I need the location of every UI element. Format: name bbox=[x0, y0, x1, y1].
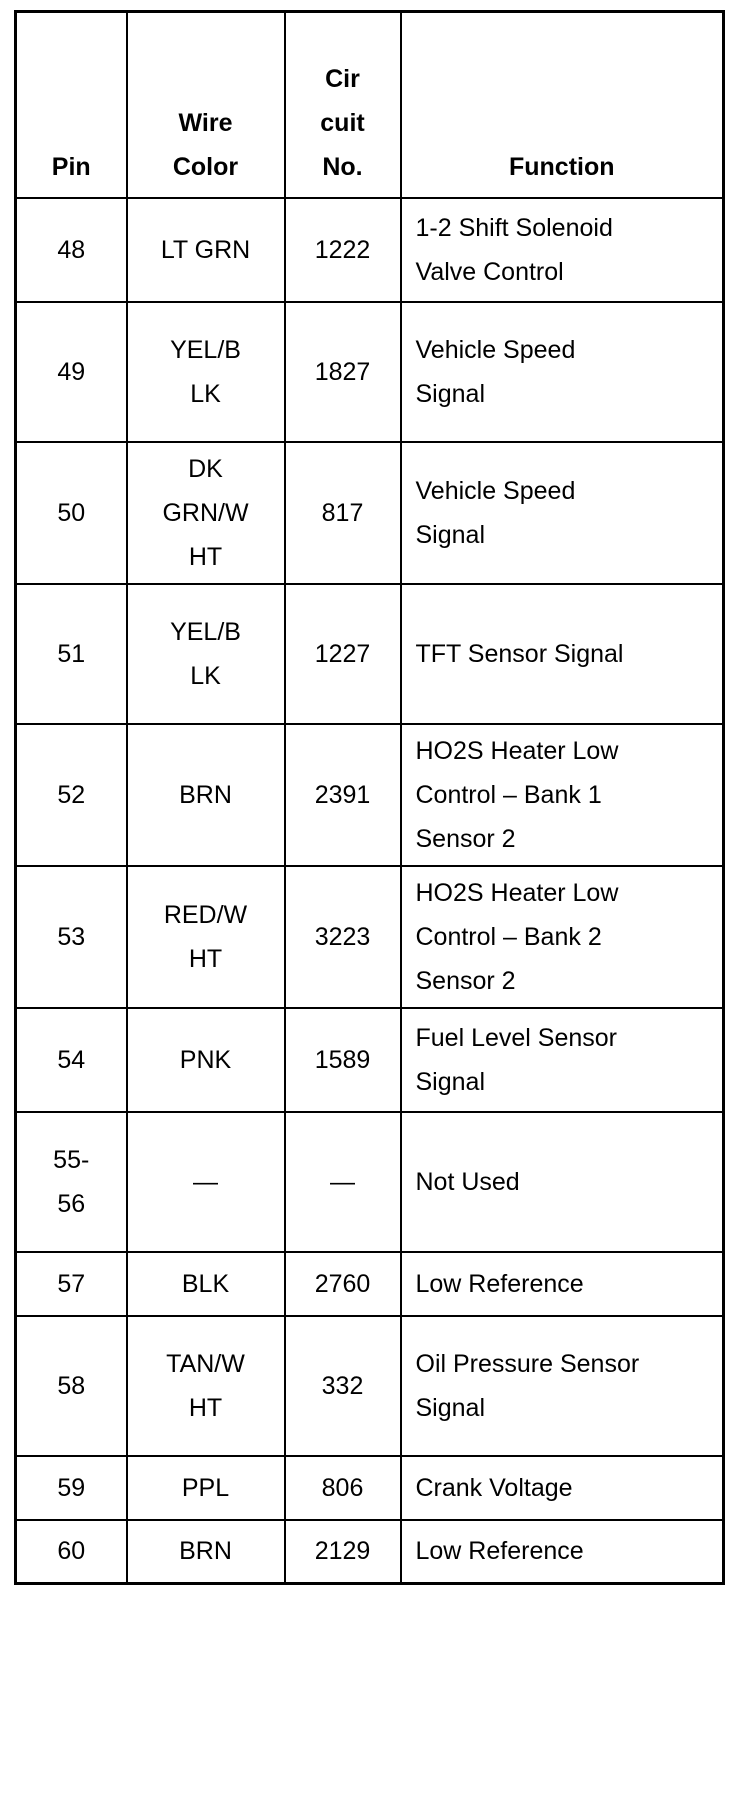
table-row bbox=[16, 1520, 724, 1584]
circuit-number-cell: 2129 bbox=[285, 1520, 401, 1584]
function-cell: Not Used bbox=[401, 1112, 724, 1252]
function-cell: Low Reference bbox=[401, 1252, 724, 1316]
pin-cell: 53 bbox=[16, 866, 127, 1008]
wire-color-cell: YEL/B LK bbox=[127, 584, 285, 724]
table-body bbox=[16, 198, 724, 1584]
connector-pinout-table-wrapper bbox=[14, 10, 725, 1585]
pin-cell: 51 bbox=[16, 584, 127, 724]
function-cell: Vehicle Speed Signal bbox=[401, 302, 724, 442]
header-pin: Pin bbox=[16, 12, 127, 198]
pin-cell: 50 bbox=[16, 442, 127, 584]
circuit-number-cell: 1589 bbox=[285, 1008, 401, 1112]
connector-pinout-table bbox=[14, 10, 725, 1585]
wire-color-cell: BRN bbox=[127, 1520, 285, 1584]
pin-cell: 57 bbox=[16, 1252, 127, 1316]
circuit-number-cell: 2760 bbox=[285, 1252, 401, 1316]
wire-color-cell: TAN/W HT bbox=[127, 1316, 285, 1456]
function-cell: HO2S Heater Low Control – Bank 2 Sensor 2 bbox=[401, 866, 724, 1008]
circuit-number-cell: 1222 bbox=[285, 198, 401, 302]
header-circuit-number: Cir cuit No. bbox=[285, 12, 401, 198]
wire-color-cell: LT GRN bbox=[127, 198, 285, 302]
header-wire-color: Wire Color bbox=[127, 12, 285, 198]
table-row bbox=[16, 1112, 724, 1252]
function-cell: Oil Pressure Sensor Signal bbox=[401, 1316, 724, 1456]
circuit-number-cell: 2391 bbox=[285, 724, 401, 866]
wire-color-cell: BLK bbox=[127, 1252, 285, 1316]
circuit-number-cell: 332 bbox=[285, 1316, 401, 1456]
wire-color-cell: DK GRN/W HT bbox=[127, 442, 285, 584]
table-row bbox=[16, 866, 724, 1008]
table-row bbox=[16, 1008, 724, 1112]
pin-cell: 59 bbox=[16, 1456, 127, 1520]
function-cell: Vehicle Speed Signal bbox=[401, 442, 724, 584]
circuit-number-cell: 1227 bbox=[285, 584, 401, 724]
function-cell: Crank Voltage bbox=[401, 1456, 724, 1520]
pin-cell: 48 bbox=[16, 198, 127, 302]
pin-cell: 52 bbox=[16, 724, 127, 866]
circuit-number-cell: 817 bbox=[285, 442, 401, 584]
circuit-number-cell: 3223 bbox=[285, 866, 401, 1008]
pin-cell: 55- 56 bbox=[16, 1112, 127, 1252]
header-row bbox=[16, 12, 724, 198]
wire-color-cell: PPL bbox=[127, 1456, 285, 1520]
function-cell: 1-2 Shift Solenoid Valve Control bbox=[401, 198, 724, 302]
function-cell: Fuel Level Sensor Signal bbox=[401, 1008, 724, 1112]
wire-color-cell: RED/W HT bbox=[127, 866, 285, 1008]
table-row bbox=[16, 198, 724, 302]
pin-cell: 49 bbox=[16, 302, 127, 442]
circuit-number-cell: 1827 bbox=[285, 302, 401, 442]
pin-cell: 58 bbox=[16, 1316, 127, 1456]
function-cell: Low Reference bbox=[401, 1520, 724, 1584]
pin-cell: 60 bbox=[16, 1520, 127, 1584]
table-header bbox=[16, 12, 724, 198]
function-cell: TFT Sensor Signal bbox=[401, 584, 724, 724]
table-row bbox=[16, 584, 724, 724]
circuit-number-cell: — bbox=[285, 1112, 401, 1252]
wire-color-cell: YEL/B LK bbox=[127, 302, 285, 442]
table-row bbox=[16, 1252, 724, 1316]
function-cell: HO2S Heater Low Control – Bank 1 Sensor 2 bbox=[401, 724, 724, 866]
table-row bbox=[16, 442, 724, 584]
table-row bbox=[16, 724, 724, 866]
wire-color-cell: BRN bbox=[127, 724, 285, 866]
wire-color-cell: PNK bbox=[127, 1008, 285, 1112]
table-row bbox=[16, 302, 724, 442]
pin-cell: 54 bbox=[16, 1008, 127, 1112]
table-row bbox=[16, 1316, 724, 1456]
circuit-number-cell: 806 bbox=[285, 1456, 401, 1520]
header-function: Function bbox=[401, 12, 724, 198]
wire-color-cell: — bbox=[127, 1112, 285, 1252]
table-row bbox=[16, 1456, 724, 1520]
